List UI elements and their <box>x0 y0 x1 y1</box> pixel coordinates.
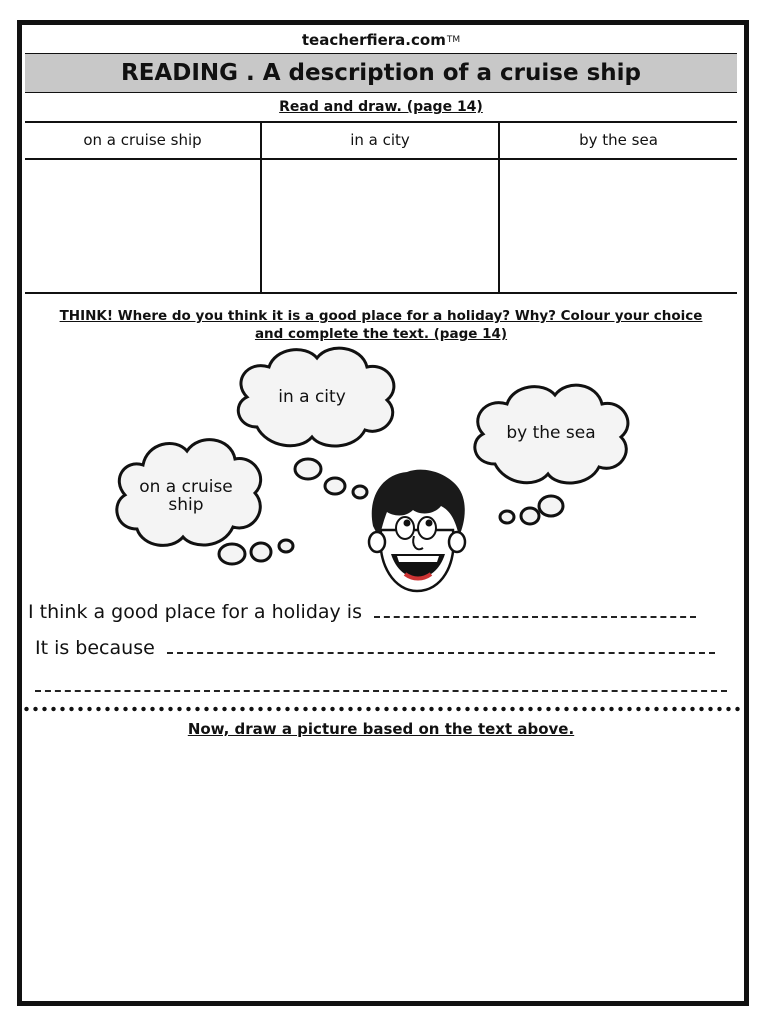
worksheet <box>25 26 737 996</box>
column-cruise-ship <box>25 122 262 292</box>
column-city <box>262 122 500 292</box>
sentence-line-3 <box>35 675 727 697</box>
trademark: TM <box>446 34 461 45</box>
drawing-grid <box>25 122 737 292</box>
read-and-draw-instruction: Read and draw. (page 14) <box>25 93 737 123</box>
drawing-box[interactable] <box>25 160 260 292</box>
column-sea <box>500 122 737 292</box>
answer-blank-2[interactable] <box>167 638 715 654</box>
sentence-line-1 <box>28 601 696 623</box>
dotted-divider <box>22 706 742 712</box>
think-instruction: THINK! Where do you think it is a good place for a holiday? Why? Colour your choice and complete the text. (page 14) <box>59 308 703 342</box>
cloud-label-city: in a city <box>278 387 346 407</box>
drawing-box[interactable] <box>262 160 498 292</box>
cloud-label-sea: by the sea <box>506 423 596 443</box>
page-title: READING . A description of a cruise ship <box>25 54 737 93</box>
sentence-line-2 <box>35 637 715 659</box>
cloud-label-cruise-line2: ship <box>168 495 204 515</box>
section-divider <box>25 292 737 294</box>
column-header: on a cruise ship <box>25 122 260 160</box>
sentence-1-text: I think a good place for a holiday is <box>28 601 362 623</box>
draw-picture-instruction: Now, draw a picture based on the text above. <box>187 720 575 738</box>
answer-blank-3[interactable] <box>35 676 727 692</box>
site-header <box>25 26 737 54</box>
cloud-label-cruise-line1: on a cruise <box>139 477 233 497</box>
site-name: teacherfiera.com <box>301 30 446 49</box>
drawing-box[interactable] <box>500 160 737 292</box>
final-drawing-area[interactable] <box>25 748 737 988</box>
column-header: by the sea <box>500 122 737 160</box>
sentence-2-text: It is because <box>35 637 155 659</box>
answer-blank-1[interactable] <box>374 602 696 618</box>
boy-face-illustration <box>365 466 471 596</box>
column-header: in a city <box>262 122 498 160</box>
